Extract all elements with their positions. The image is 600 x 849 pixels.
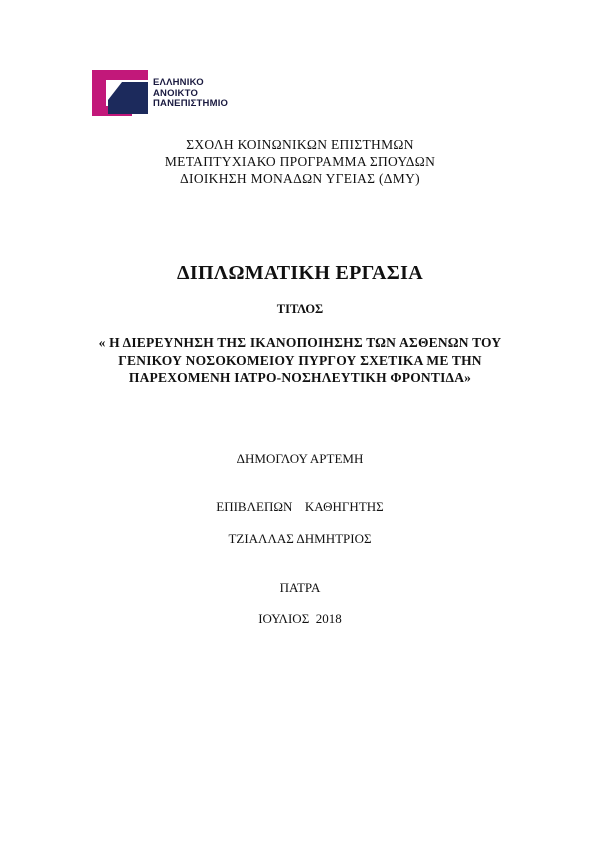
date: ΙΟΥΛΙΟΣ 2018	[258, 611, 342, 626]
university-logo-icon	[92, 70, 148, 116]
author-name: ΔΗΜΟΓΛΟΥ ΑΡΤΕΜΗ	[236, 451, 364, 466]
school-line: ΣΧΟΛΗ ΚΟΙΝΩΝΙΚΩΝ ΕΠΙΣΤΗΜΩΝ	[186, 137, 414, 152]
logo-line: ΑΝΟΙΚΤΟ	[153, 87, 199, 99]
title-label: ΤΙΤΛΟΣ	[276, 302, 324, 316]
logo-line: ΠΑΝΕΠΙΣΤΗΜΙΟ	[153, 98, 229, 109]
thesis-title	[0, 334, 600, 387]
logo-line: ΕΛΛΗΝΙΚΟ	[153, 77, 204, 88]
logo-wordmark	[153, 78, 228, 110]
document-type-heading: ΔΙΠΛΩΜΑΤΙΚΗ ΕΡΓΑΣΙΑ	[177, 262, 423, 284]
thesis-title-line: ΓΕΝΙΚΟΥ ΝΟΣΟΚΟΜΕΙΟΥ ΠΥΡΓΟΥ ΣΧΕΤΙΚΑ ΜΕ ΤΗΝ	[118, 352, 482, 368]
city: ΠΑΤΡΑ	[279, 580, 321, 595]
supervisor-name: ΤΖΙΑΛΛΑΣ ΔΗΜΗΤΡΙΟΣ	[228, 531, 372, 546]
thesis-title-line: ΠΑΡΕΧΟΜΕΝΗ ΙΑΤΡΟ-ΝΟΣΗΛΕΥΤΙΚΗ ΦΡΟΝΤΙΔΑ»	[128, 370, 472, 385]
supervisor-label: ΕΠΙΒΛΕΠΩΝ ΚΑΘΗΓΗΤΗΣ	[216, 499, 384, 514]
thesis-title-line: « Η ΔΙΕΡΕΥΝΗΣΗ ΤΗΣ ΙΚΑΝΟΠΟΙΗΣΗΣ ΤΩΝ ΑΣΘΕΝΩΝ ΤΟΥ	[98, 335, 502, 350]
university-logo	[92, 70, 262, 116]
program-line: ΜΕΤΑΠΤΥΧΙΑΚΟ ΠΡΟΓΡΑΜΜΑ ΣΠΟΥΔΩΝ	[164, 154, 436, 169]
school-header	[0, 136, 600, 187]
department-line: ΔΙΟΙΚΗΣΗ ΜΟΝΑΔΩΝ ΥΓΕΙΑΣ (ΔΜΥ)	[180, 171, 420, 186]
